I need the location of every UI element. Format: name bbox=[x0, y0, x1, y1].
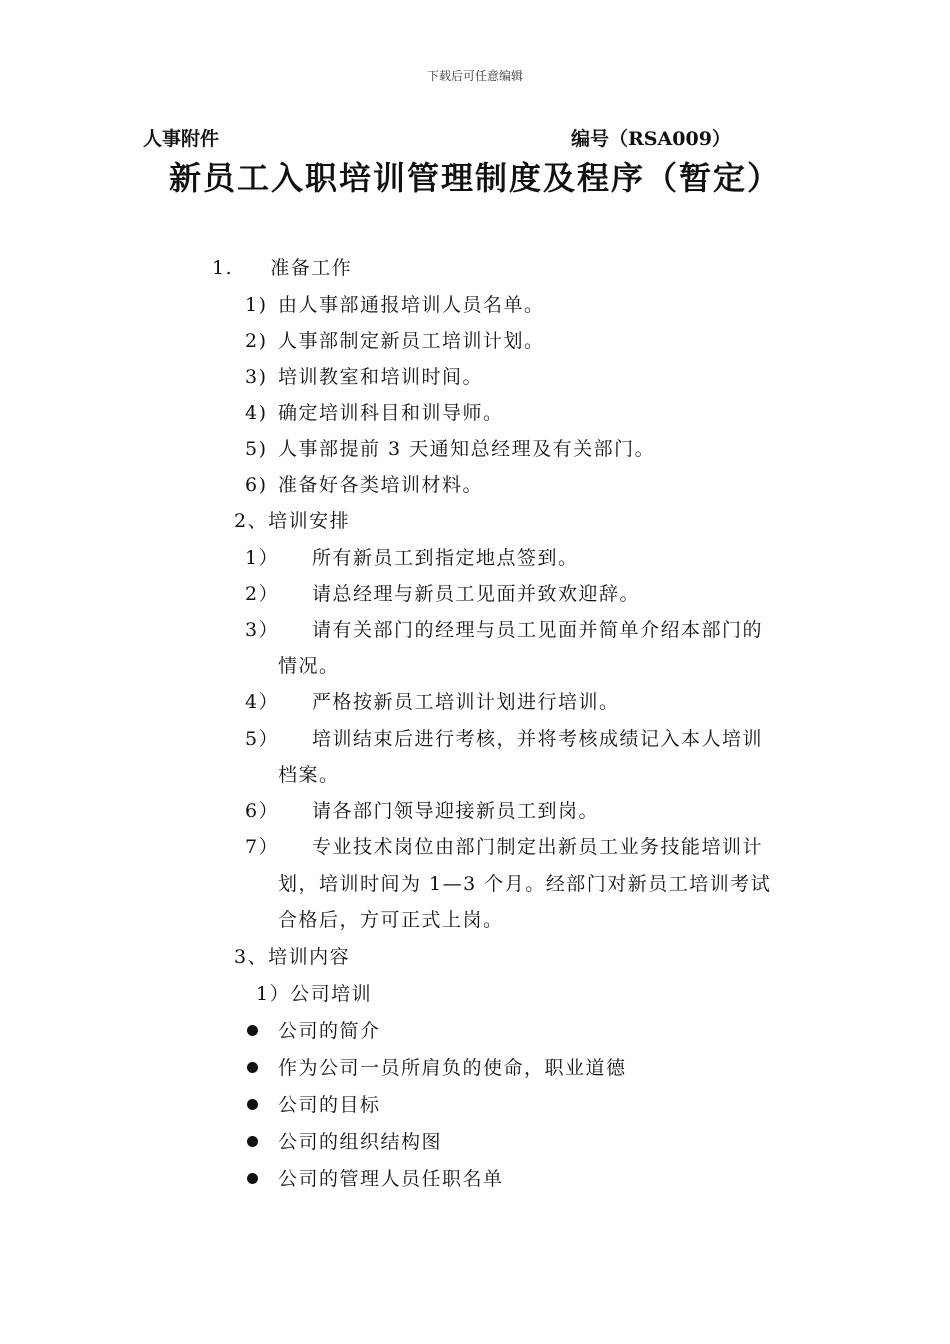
list-item: 4) 确定培训科目和训导师。 bbox=[245, 402, 504, 424]
section-1-number: 1. bbox=[212, 257, 234, 279]
list-item: 3) 培训教室和培训时间。 bbox=[245, 366, 484, 388]
bullet-item: 公司的简介 bbox=[247, 1016, 381, 1043]
list-item: 6) 准备好各类培训材料。 bbox=[245, 474, 484, 496]
list-item: 2) 人事部制定新员工培训计划。 bbox=[245, 330, 545, 352]
bullet-item: 公司的目标 bbox=[247, 1090, 381, 1117]
list-item: 5） 培训结束后进行考核，并将考核成绩记入本人培训 bbox=[245, 728, 764, 750]
list-item-continuation: 合格后，方可正式上岗。 bbox=[278, 909, 504, 931]
bullet-item: 公司的管理人员任职名单 bbox=[247, 1164, 504, 1191]
section-2-heading: 2、培训安排 bbox=[234, 510, 351, 532]
download-watermark: 下载后可任意编辑 bbox=[426, 69, 523, 83]
list-item: 1) 由人事部通报培训人员名单。 bbox=[245, 294, 545, 316]
section-1-heading bbox=[212, 253, 352, 280]
list-item: 5) 人事部提前 3 天通知总经理及有关部门。 bbox=[245, 438, 656, 460]
list-item: 7） 专业技术岗位由部门制定出新员工业务技能培训计 bbox=[245, 836, 764, 858]
section-3-heading: 3、培训内容 bbox=[234, 946, 351, 968]
list-item: 3） 请有关部门的经理与员工见面并简单介绍本部门的 bbox=[245, 619, 764, 641]
bullet-item: 公司的组织结构图 bbox=[247, 1127, 442, 1154]
bullet-icon bbox=[247, 1025, 258, 1036]
list-item: 2） 请总经理与新员工见面并致欢迎辞。 bbox=[245, 583, 641, 605]
bullet-icon bbox=[247, 1136, 258, 1147]
list-item-continuation: 档案。 bbox=[278, 764, 340, 786]
list-item: 4） 严格按新员工培训计划进行培训。 bbox=[245, 691, 620, 713]
list-item: 6） 请各部门领导迎接新员工到岗。 bbox=[245, 800, 600, 822]
list-item-continuation: 情况。 bbox=[278, 655, 340, 677]
section-3-subheading: 1）公司培训 bbox=[256, 983, 373, 1005]
bullet-item: 作为公司一员所肩负的使命，职业道德 bbox=[247, 1053, 627, 1080]
bullet-icon bbox=[247, 1173, 258, 1184]
bullet-icon bbox=[247, 1099, 258, 1110]
document-code: 编号（RSA009） bbox=[571, 128, 731, 150]
list-item: 1） 所有新员工到指定地点签到。 bbox=[245, 547, 579, 569]
section-1-title: 准备工作 bbox=[270, 257, 353, 279]
bullet-icon bbox=[247, 1062, 258, 1073]
list-item-continuation: 划，培训时间为 1—3 个月。经部门对新员工培训考试 bbox=[278, 873, 772, 895]
document-title: 新员工入职培训管理制度及程序（暂定） bbox=[168, 159, 781, 197]
document-category: 人事附件 bbox=[143, 128, 220, 150]
